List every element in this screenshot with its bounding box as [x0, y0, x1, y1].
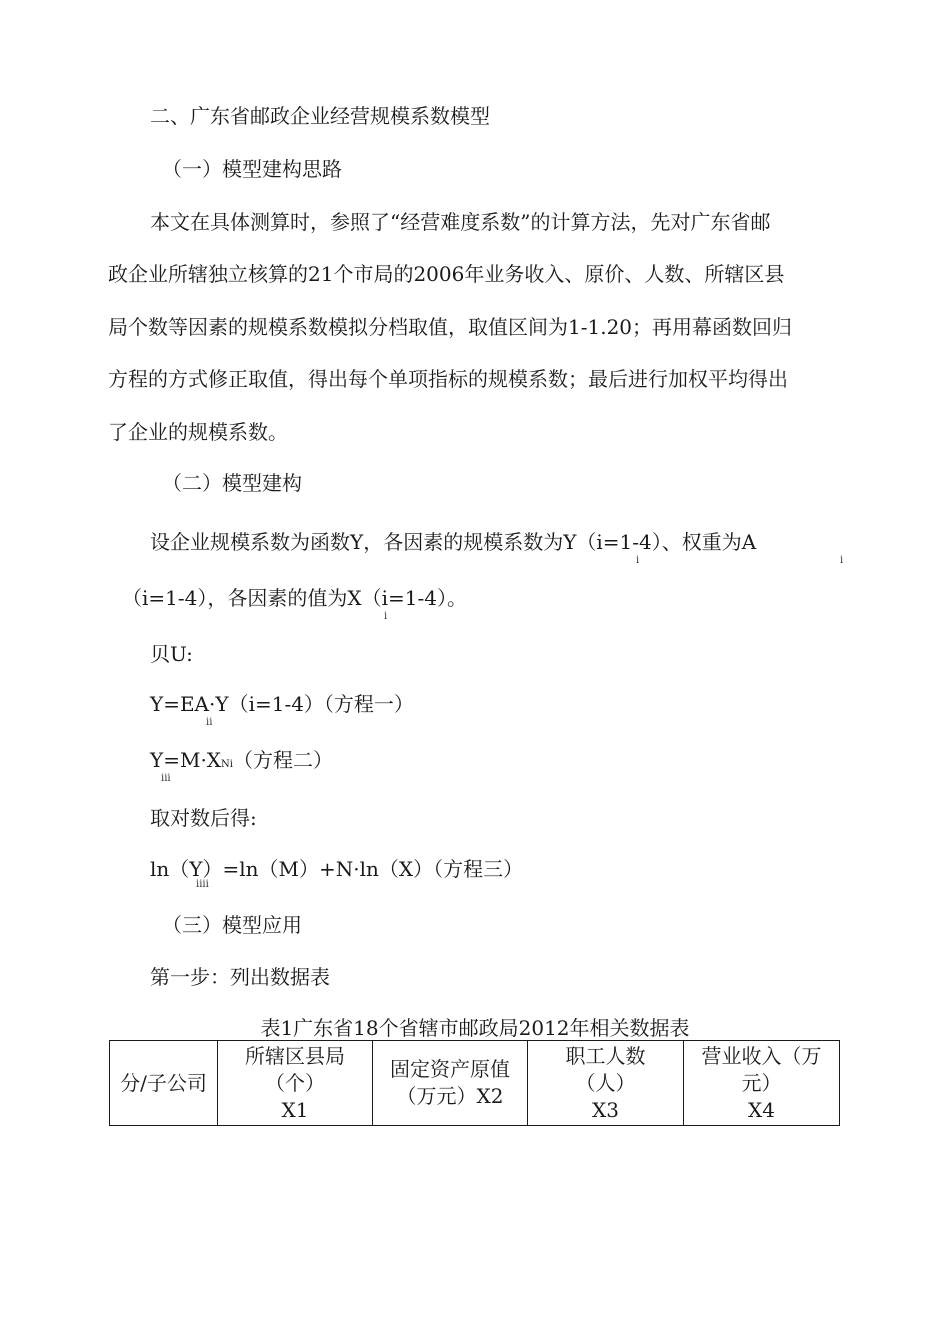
- paragraph-line: （i=1-4），各因素的值为X（i=1-4）。: [122, 586, 467, 610]
- paragraph-line: 方程的方式修正取值，得出每个单项指标的规模系数；最后进行加权平均得出: [108, 367, 788, 391]
- step-label: 第一步：列出数据表: [150, 965, 330, 989]
- header-cell-x4: 营业收入（万 元） X4: [684, 1041, 840, 1126]
- paragraph-line: 了企业的规模系数。: [108, 420, 288, 444]
- data-table: [109, 1040, 840, 1126]
- table-caption: 表1广东省18个省辖市邮政局2012年相关数据表: [260, 1016, 690, 1040]
- subsection-heading-3: （三）模型应用: [162, 913, 302, 937]
- paragraph-line: 政企业所辖独立核算的21个市局的2006年业务收入、原价、人数、所辖区县: [108, 262, 785, 286]
- equation-2: Y=M·XNi（方程二）: [150, 748, 333, 772]
- subsection-heading-2: （二）模型建构: [162, 471, 302, 495]
- subscript: iii: [161, 773, 171, 784]
- table-header-row: [110, 1041, 840, 1126]
- subscript: ii: [206, 717, 213, 728]
- subsection-heading-1: （一）模型建构思路: [162, 157, 342, 181]
- paragraph-line: 设企业规模系数为函数Y，各因素的规模系数为Y（i=1-4）、权重为A: [150, 530, 757, 554]
- subscript: i: [840, 555, 844, 566]
- superscript: Ni: [221, 759, 233, 770]
- text-line: 贝U:: [150, 642, 193, 666]
- header-cell-x1: 所辖区县局 （个） X1: [218, 1041, 373, 1126]
- header-cell-x3: 职工人数 （人） X3: [528, 1041, 684, 1126]
- header-cell-x2: 固定资产原值 （万元）X2: [373, 1041, 528, 1126]
- header-cell-branch: 分/子公司: [110, 1041, 218, 1126]
- paragraph-line: 本文在具体测算时，参照了“经营难度系数”的计算方法，先对广东省邮: [150, 210, 771, 234]
- section-heading: 二、广东省邮政企业经营规模系数模型: [150, 104, 490, 128]
- equation-1: Y=EA·Y（i=1-4）（方程一）: [150, 692, 414, 716]
- subscript: i: [384, 611, 388, 622]
- subscript: iiii: [196, 879, 209, 890]
- paragraph-line: 局个数等因素的规模系数模拟分档取值，取值区间为1-1.20；再用幕函数回归: [108, 315, 793, 339]
- text-line: 取对数后得:: [150, 806, 257, 830]
- subscript: i: [636, 555, 640, 566]
- equation-3: ln（Y）=ln（M）+N·ln（X）（方程三）: [150, 857, 524, 881]
